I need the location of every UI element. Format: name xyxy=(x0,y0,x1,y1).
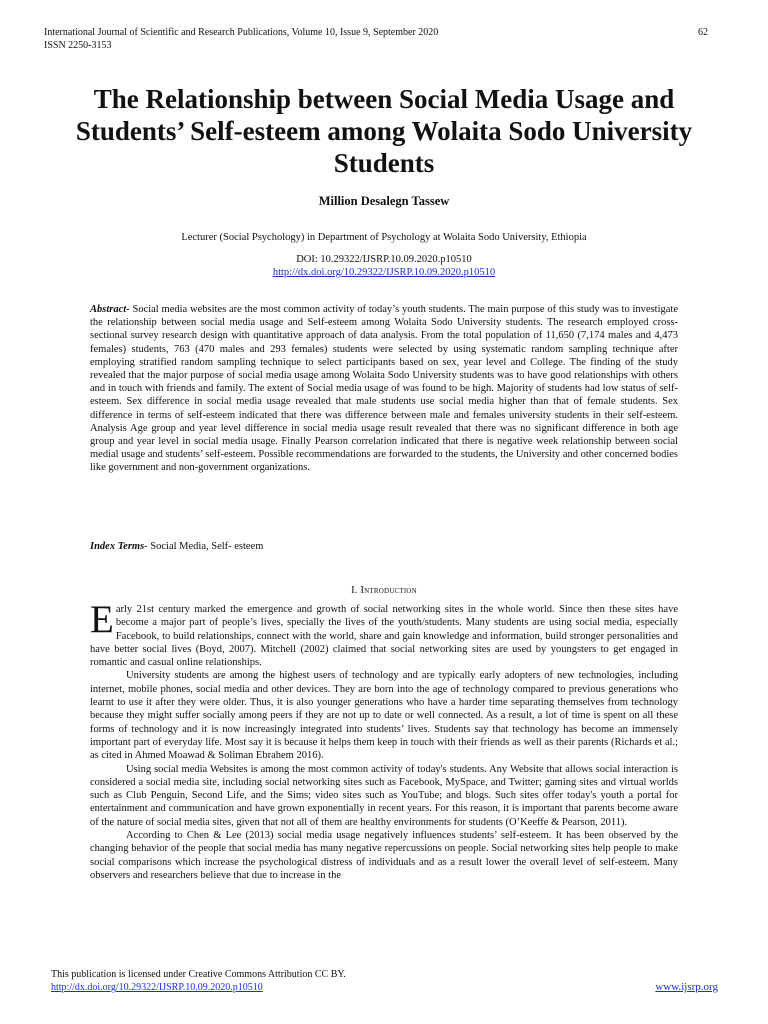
index-terms xyxy=(90,541,263,552)
footer-site xyxy=(655,981,718,993)
page-number: 62 xyxy=(698,27,708,38)
index-terms-label: Index Terms xyxy=(90,541,145,552)
footer-doi-link[interactable]: http://dx.doi.org/10.29322/IJSRP.10.09.2020.p10510 xyxy=(51,982,263,993)
license-note: This publication is licensed under Creative Commons Attribution CC BY. xyxy=(51,969,346,980)
paragraph: Using social media Websites is among the most common activity of today's students. Any Website that allows social interaction is considered a social media site, including social networking sites such as Facebook, MySpace, and Twitter; gaming sites and virtual worlds such as Club Penguin, Second Life, and the Sims; video sites such as YouTube; and blogs. Such sites offer today's youth a portal for entertainment and communication and have grown exponentially in recent years. For this reason, it is important that parents become aware of the nature of social media sites, given that not all of them are healthy environments for students (O’Keeffe & Pearson, 2011). xyxy=(90,763,678,828)
abstract xyxy=(90,303,678,475)
abstract-label: Abstract- xyxy=(90,304,130,315)
page-footer xyxy=(51,968,346,994)
paragraph: University students are among the highest users of technology and are typically early adopters of new technologies, including internet, mobile phones, social media and other devices. They are born into the age of technology compared to previous generations who learnt to use it after they were older. Thus, it is also younger generations who have a harder time separating themselves from technology because they might suffer socially among peers if they are not up to date or well connected. As a result, a lot of time is spent on all these forms of technology and it is now increasingly integrated into students’ lives. Students say that technology has become an immensely important part of everyday life. Most say it is because it helps them keep in touch with their friends as well as their parents (Richards et al.; as cited in Ahmed Moawad & Soliman Ebrahem 2016). xyxy=(90,670,678,762)
doi-text: DOI: 10.29322/IJSRP.10.09.2020.p10510 xyxy=(296,254,472,265)
paragraph: According to Chen & Lee (2013) social media usage negatively influences students’ self-esteem. It has been observed by the changing behavior of the people that social media has many negative repercussions on people. Social networking sites help people to make social comparisons which increase the psychological distress of individuals and as a result lower the overall level of self-esteem. Many observers and researchers believe that due to increase in the xyxy=(90,830,678,881)
journal-citation: International Journal of Scientific and Research Publications, Volume 10, Issue 9, September 2020 xyxy=(44,27,439,38)
paragraph xyxy=(90,598,678,669)
author-name: Million Desalegn Tassew xyxy=(318,194,450,208)
issn: ISSN 2250-3153 xyxy=(44,39,112,51)
running-header xyxy=(44,27,438,52)
doi-link[interactable]: http://dx.doi.org/10.29322/IJSRP.10.09.2020.p10510 xyxy=(272,267,496,278)
abstract-text: Social media websites are the most common activity of today’s youth students. The main purpose of this study was to investigate the relationship between social media usage and Self-esteem among Wolaita Sodo University students. The research employed cross-sectional survey research design with quantitative approach of data analysis. From the total population of 11,650 (7,174 males and 4,473 females) students, 763 (470 males and 293 females) students were selected by using systematic random sampling technique after employing stratified random sampling technique to select participants based on sex, year level and College. The finding of the study revealed that the major purpose of social media usage among Wolaita Sodo University students was to have good relationships with others and in touch with friends and family. The extent of Social media usage of was found to be high. Majority of students had low status of self-esteem. Sex difference in social media usage revealed that male students use social media higher than that of female students. Sex difference in terms of self-esteem indicated that there was difference between male and females university students in their self-esteem. Analysis Age group and year level difference in social media usage result revealed that there was no significant difference in both age group and year level in social media usage. Finally Pearson correlation indicated that there is negative week relationship between social medial usage and students’ self-esteem. Possible recommendations are forwarded to the students, the University and other concerned bodies like government and non-government organizations. xyxy=(90,304,678,474)
author-affiliation: Lecturer (Social Psychology) in Department of Psychology at Wolaita Sodo University, Ethiopia xyxy=(181,232,587,243)
paragraph-text: arly 21st century marked the emergence and growth of social networking sites in the whole world. Since then these sites have become a major part of people’s lives, specially the lives of the youth/students. Many students are using social media, especially Facebook, to build relationships, connect with the world, share and gain knowledge and information, build stronger personalities and have better social lives (Boyd, 2007). Mitchell (2002) claimed that social networking sites are used by youngsters to get engaged in romantic and casual online relationships. xyxy=(90,604,678,669)
body-text xyxy=(90,598,678,882)
doi-block xyxy=(0,253,768,279)
index-terms-text: - Social Media, Self- esteem xyxy=(144,541,264,552)
drop-cap: E xyxy=(90,598,114,641)
section-heading: I. Introduction xyxy=(351,585,417,596)
journal-website-link[interactable]: www.ijsrp.org xyxy=(655,981,718,993)
paper-title: The Relationship between Social Media Usage and Students’ Self-esteem among Wolaita Sodo University Students xyxy=(75,84,693,178)
